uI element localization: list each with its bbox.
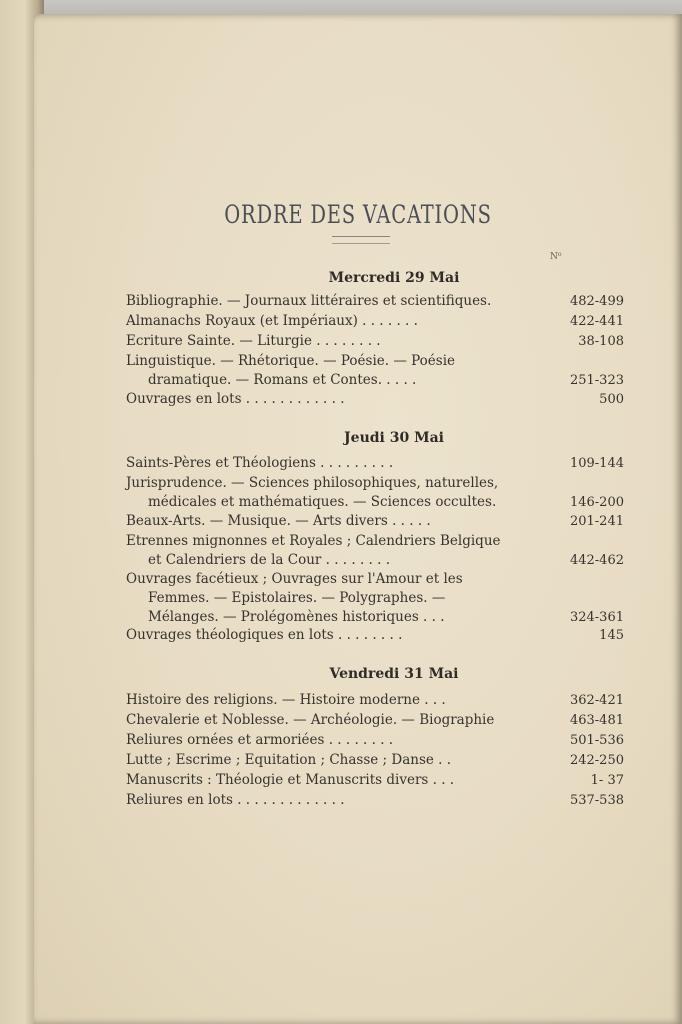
lot-numbers: 242-250 [569,753,624,768]
day-heading: Vendredi 31 Mai [329,666,459,682]
entry-text-line: Etrennes mignonnes et Royales ; Calendriers Belgique [126,533,501,549]
catalogue-page [34,14,682,1024]
schedule-entry [126,711,624,730]
lot-numbers: 500 [599,392,624,407]
schedule-entry [126,626,624,645]
entry-text-line: Mélanges. — Prolégomènes historiques . . . [148,609,445,625]
schedule-entry [126,751,624,770]
schedule-entry [126,771,624,790]
entry-text-line: Bibliographie. — Journaux littéraires et scientifiques. [126,293,492,309]
entry-text-line: Manuscrits : Théologie et Manuscrits divers . . . [126,772,455,788]
entry-text-line: Chevalerie et Noblesse. — Archéologie. — Biographie [126,712,495,728]
schedule-entry [126,570,624,627]
entry-text-line: Reliures ornées et armoriées . . . . . . . . [126,732,394,748]
schedule-entry [126,352,624,390]
entry-text-line: Histoire des religions. — Histoire moderne . . . [126,692,446,708]
lot-numbers: 145 [599,628,624,643]
title-ornament [332,236,390,244]
day-heading: Jeudi 30 Mai [344,430,444,446]
entry-text-line: Ouvrages en lots . . . . . . . . . . . . [126,391,345,407]
entry-text-line: Beaux-Arts. — Musique. — Arts divers . . . . . [126,513,431,529]
schedule-entry [126,731,624,750]
schedule-entry [126,390,624,409]
entry-text-line: dramatique. — Romans et Contes. . . . . [148,372,417,388]
entry-text-line: Lutte ; Escrime ; Equitation ; Chasse ; Danse . . [126,752,452,768]
entry-text-line: Jurisprudence. — Sciences philosophiques, naturelles, [126,475,499,491]
entry-text-line: Femmes. — Epistolaires. — Polygraphes. — [148,590,446,606]
entry-text-line: Reliures en lots . . . . . . . . . . . . . [126,792,345,808]
lot-numbers: 501-536 [569,733,624,748]
entry-text-line: Saints-Pères et Théologiens . . . . . . . . . [126,455,394,471]
lot-numbers: 463-481 [569,713,624,728]
entry-text-line: Almanachs Royaux (et Impériaux) . . . . . . . [126,313,418,329]
lot-numbers: 482-499 [569,294,624,309]
schedule-entry [126,454,624,473]
lot-numbers: 1- 37 [590,773,624,788]
lot-numbers: 251-323 [569,373,624,388]
schedule-entry [126,532,624,570]
schedule-entry [126,292,624,311]
schedule-entry [126,691,624,710]
lot-number-column-header: N⁰ [550,252,562,262]
entry-text-line: Linguistique. — Rhétorique. — Poésie. — Poésie [126,353,456,369]
entry-text-line: Ouvrages théologiques en lots . . . . . . . . [126,627,403,643]
lot-numbers: 201-241 [569,514,624,529]
lot-numbers: 109-144 [569,456,624,471]
lot-numbers: 362-421 [569,693,624,708]
page-title: ORDRE DES VACATIONS [224,200,492,229]
schedule-entry [126,332,624,351]
lot-numbers: 422-441 [569,314,624,329]
day-heading: Mercredi 29 Mai [328,270,460,286]
entry-text-line: médicales et mathématiques. — Sciences occultes. [148,494,497,510]
lot-numbers: 537-538 [569,793,624,808]
lot-numbers: 324-361 [569,610,624,625]
lot-numbers: 442-462 [569,553,624,568]
entry-text-line: Ecriture Sainte. — Liturgie . . . . . . . . [126,333,381,349]
entry-text-line: Ouvrages facétieux ; Ouvrages sur l'Amour et les [126,571,463,587]
lot-numbers: 146-200 [569,495,624,510]
schedule-entry [126,312,624,331]
entry-text-line: et Calendriers de la Cour . . . . . . . . [148,552,391,568]
schedule-entry [126,474,624,512]
schedule-entry [126,791,624,810]
schedule-entry [126,512,624,531]
lot-numbers: 38-108 [578,334,624,349]
